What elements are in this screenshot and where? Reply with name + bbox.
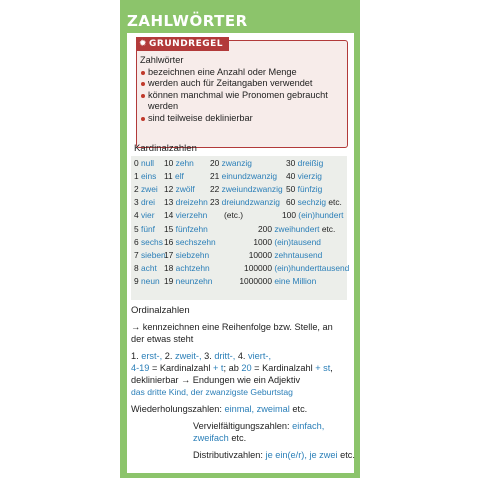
number-digit: 1000000: [239, 275, 272, 286]
vervielfaeltigung-line: [193, 421, 324, 433]
wied-label: Wiederholungszahlen:: [131, 404, 222, 414]
distr-etc: etc.: [340, 450, 355, 460]
number-word: sieben: [138, 249, 166, 260]
number-cell: [210, 184, 283, 195]
distr-label: Distributivzahlen:: [193, 450, 263, 460]
ord-num: 3.: [204, 351, 212, 361]
number-digit: 2: [134, 184, 139, 195]
number-word: vierzehn: [173, 210, 208, 221]
number-word: zwei: [138, 184, 158, 195]
number-word: fünf: [138, 223, 155, 234]
number-word: neunzehn: [173, 275, 213, 286]
rule-bullets: [140, 67, 342, 125]
number-cell: [134, 224, 155, 235]
number-word: (ein)hundert: [295, 210, 344, 221]
number-word: sechs: [138, 236, 163, 247]
number-cell: [134, 263, 157, 274]
number-word: dreiundzwanzig: [219, 197, 280, 208]
number-word: neun: [138, 275, 160, 286]
number-word: zweiundzwanzig: [219, 184, 283, 195]
number-cell: [134, 210, 155, 221]
number-digit: 16: [164, 236, 174, 247]
number-cell: [226, 263, 349, 274]
number-digit: 20: [210, 158, 220, 168]
number-digit: 3: [134, 197, 139, 208]
number-digit: 9: [134, 275, 139, 286]
ord-word: zweit-,: [174, 351, 202, 361]
number-digit: 50: [286, 184, 296, 195]
number-digit: 1: [134, 171, 139, 182]
ordinal-heading: Ordinalzahlen: [131, 305, 190, 316]
number-cell: [210, 158, 252, 169]
number-word: einundzwanzig: [219, 171, 278, 182]
rule-bullet: können manchmal wie Pronomen gebraucht werden: [140, 90, 342, 113]
number-digit: 19: [164, 275, 174, 286]
number-digit: 14: [164, 210, 174, 221]
ordinal-line2: der etwas steht: [131, 334, 194, 344]
number-cell: [226, 276, 316, 287]
number-cell: [134, 158, 154, 169]
ord-word: viert-,: [248, 351, 272, 361]
number-digit: 13: [164, 197, 174, 208]
ord-range: 20: [241, 363, 252, 373]
number-word: zehn: [173, 158, 194, 168]
rule-intro: Zahlwörter: [140, 55, 184, 65]
number-digit: 1000: [253, 236, 272, 247]
number-word: vierzig: [295, 171, 322, 182]
number-digit: 23: [210, 197, 220, 208]
number-digit: 15: [164, 223, 174, 234]
ord-word: erst-,: [141, 351, 163, 361]
number-word: acht: [138, 262, 157, 273]
number-word: elf: [172, 171, 184, 182]
number-digit: 17: [164, 249, 174, 260]
number-digit: 18: [164, 262, 174, 273]
number-digit: 11: [164, 171, 173, 182]
ordinal-line1: → kennzeichnen eine Reihenfolge bzw. Stelle, an: [131, 322, 333, 332]
kardinal-heading: Kardinalzahlen: [134, 143, 197, 154]
verv-label: Vervielfältigungszahlen:: [193, 421, 290, 431]
number-word: (ein)hunderttausend: [272, 262, 350, 273]
number-cell: [164, 210, 207, 221]
number-cell: [164, 224, 208, 235]
rule-bullet: werden auch für Zeitangaben verwendet: [140, 78, 342, 90]
number-cell: [210, 171, 277, 182]
number-digit: 10000: [248, 249, 272, 260]
number-cell: [164, 237, 216, 248]
rule-tag: [136, 37, 229, 51]
number-cell: [134, 171, 156, 182]
ordinal-example-3: deklinierbar → Endungen wie ein Adjektiv: [131, 375, 301, 385]
number-digit: 100000: [244, 262, 272, 273]
number-word: (ein)tausend: [272, 236, 321, 247]
number-digit: 12: [164, 184, 174, 195]
wied-etc: etc.: [292, 404, 308, 414]
number-digit: 7: [134, 249, 139, 260]
number-cell: [210, 197, 280, 208]
ord-text: = Kardinalzahl: [151, 363, 211, 373]
verv-value: zweifach: [193, 433, 229, 443]
number-digit: 60: [286, 197, 296, 208]
number-digit: 22: [210, 184, 220, 195]
number-cell: [282, 210, 343, 221]
ord-word: dritt-,: [214, 351, 236, 361]
number-cell: [164, 250, 209, 261]
rule-text: [140, 55, 342, 124]
number-digit: 200: [258, 223, 272, 234]
number-word: zwanzig: [219, 158, 252, 168]
number-digit: 40: [286, 171, 296, 182]
rule-tag-label: GRUNDREGEL: [149, 39, 224, 49]
etc-note: (etc.): [224, 210, 244, 221]
verv-value: einfach,: [292, 421, 325, 431]
distr-value: je ein(e/r), je zwei: [265, 450, 338, 460]
number-word: zweihundert: [272, 223, 320, 234]
number-word: sechzig: [295, 197, 327, 208]
distributiv-line: [193, 450, 355, 462]
vervielfaeltigung-line-2: [193, 433, 246, 445]
number-cell: [286, 158, 323, 169]
number-cell: [134, 250, 166, 261]
ord-num: 1.: [131, 351, 139, 361]
ord-range: 4-19: [131, 363, 150, 373]
number-suffix: etc.: [326, 197, 342, 208]
number-cell: [164, 158, 194, 169]
number-digit: 21: [210, 171, 220, 182]
number-word: vier: [138, 210, 155, 221]
number-cell: [134, 197, 155, 208]
number-word: drei: [138, 197, 155, 208]
number-cell: [134, 276, 160, 287]
number-cell: [164, 197, 208, 208]
number-digit: 10: [164, 158, 174, 168]
number-suffix: etc.: [319, 223, 336, 234]
number-word: dreizehn: [173, 197, 208, 208]
number-digit: 0: [134, 158, 139, 168]
number-word: fünfzehn: [173, 223, 208, 234]
ordinal-example-2: [131, 363, 333, 375]
ord-text: = Kardinalzahl: [254, 363, 313, 373]
number-cell: [226, 237, 321, 248]
number-word: null: [138, 158, 155, 168]
ordinal-example-4: das dritte Kind, der zwanzigste Geburtstag: [131, 387, 293, 397]
ord-text: ; ab: [223, 363, 239, 373]
ord-num: 2.: [164, 351, 173, 361]
page-title: ZAHLWÖRTER: [127, 12, 248, 30]
number-cell: [226, 250, 322, 261]
number-cell: [164, 171, 184, 182]
number-cell: [286, 184, 322, 195]
number-word: eins: [138, 171, 157, 182]
number-digit: 8: [134, 262, 139, 273]
ordinal-example-1: [131, 351, 271, 363]
sun-icon: ✹: [139, 39, 148, 49]
number-digit: 4: [134, 210, 139, 221]
number-word: eine Million: [272, 275, 317, 286]
number-digit: 30: [286, 158, 296, 168]
number-cell: [164, 184, 195, 195]
number-word: sechszehn: [173, 236, 216, 247]
number-cell: [286, 171, 322, 182]
number-digit: 6: [134, 236, 139, 247]
number-cell: [286, 197, 342, 208]
number-cell: [164, 263, 210, 274]
number-cell: [134, 237, 163, 248]
number-cell: [226, 224, 335, 235]
number-cell: [164, 276, 212, 287]
number-cell: [134, 184, 158, 195]
ord-suffix: + st: [315, 363, 331, 373]
wiederholung-line: [131, 404, 307, 416]
number-word: dreißig: [295, 158, 324, 168]
number-word: siebzehn: [173, 249, 210, 260]
verv-etc: etc.: [231, 433, 247, 443]
ord-suffix: + t: [213, 363, 224, 373]
ord-num: 4.: [237, 351, 246, 361]
number-word: fünfzig: [295, 184, 323, 195]
number-digit: 100: [282, 210, 296, 221]
number-word: zehntausend: [272, 249, 323, 260]
number-digit: 5: [134, 223, 139, 234]
number-word: achtzehn: [173, 262, 210, 273]
rule-bullet: sind teilweise deklinierbar: [140, 113, 342, 125]
rule-bullet: bezeichnen eine Anzahl oder Menge: [140, 67, 342, 79]
wied-value: einmal, zweimal: [224, 404, 290, 414]
ord-text: ,: [330, 363, 333, 373]
number-word: zwölf: [173, 184, 195, 195]
